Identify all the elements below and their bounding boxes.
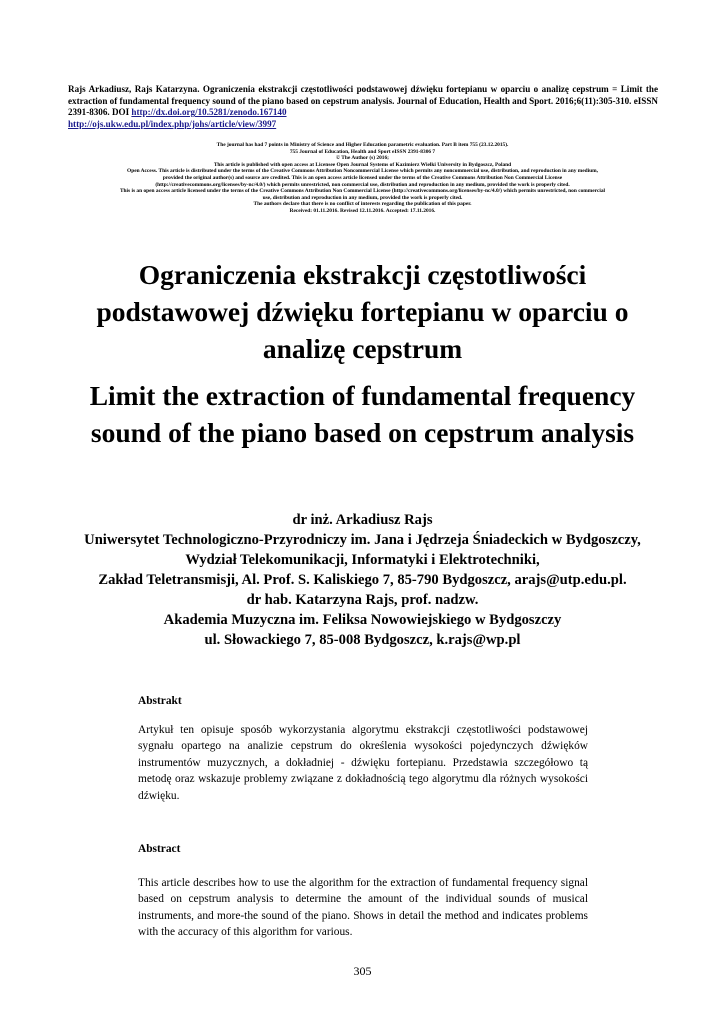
doi-link[interactable]: http://dx.doi.org/10.5281/zenodo.167140 <box>131 107 287 118</box>
notice-line: The authors declare that there is no conflict of interests regarding the publication of this paper. <box>253 201 472 208</box>
notice-line: (http://creativecommons.org/licenses/by-nc/4.0/) which permits unrestricted, non commercial use, distribution and reproduction in any medium, provided the work is properly cited. <box>155 181 570 188</box>
abstract-text: This article describes how to use the algorithm for the extraction of fundamental frequency signal based on cepstrum analysis to determine the amount of the individual sounds of musical instruments, and more-the sound of the piano. Shows in detail the method and indicates problems with the accuracy of this algorithm for various. <box>138 877 588 939</box>
author-block-2 <box>40 590 685 650</box>
notice-line: Received: 01.11.2016. Revised 12.11.2016. Accepted: 17.11.2016. <box>289 207 436 214</box>
affiliation-line: Akademia Muzyczna im. Feliksa Nowowiejskiego w Bydgoszczy <box>163 612 562 628</box>
title-polish <box>40 256 685 367</box>
title-line: podstawowej dźwięku fortepianu w oparciu o <box>96 296 629 327</box>
abstract-heading: Abstract <box>138 843 181 855</box>
title-line: analizę cepstrum <box>262 333 463 364</box>
abstrakt-text: Artykuł ten opisuje sposób wykorzystania algorytmu ekstrakcji częstotliwości podstawowej sygnału opartego na analizie cepstrum do określenia wysokości pojedynczych dźwięków instrumentów muzycznych, a dokładniej - dźwięku fortepianu. Przedstawia szczegółowo tą metodę oraz wskazuje problemy związane z dokładnością tego algorytmu dla różnych wysokości dźwięku. <box>138 724 588 802</box>
notice-line: 755 Journal of Education, Health and Sport eISSN 2391-8306 7 <box>289 148 436 155</box>
notice-line: © The Author (s) 2016; <box>336 155 389 162</box>
notice-line: This article is published with open access at Licensee Open Journal Systems of Kazimierz Wielki University in Bydgoszcz, Poland <box>213 161 512 168</box>
citation-text: Rajs Arkadiusz, Rajs Katarzyna. Ograniczenia ekstrakcji częstotliwości podstawowej dźwięku fortepianu w oparciu o analizę cepstrum = Limit the extraction of fundamental frequency sound of the piano based on cepstrum analysis. Journal of Education, Health and Sport. 2016;6(11):305-310. eISSN 2391-8306. DOI <box>68 84 658 118</box>
author-name: dr hab. Katarzyna Rajs, prof. nadzw. <box>246 592 479 608</box>
title-line: Limit the extraction of fundamental frequency <box>89 380 636 411</box>
abstrakt-heading: Abstrakt <box>138 695 182 707</box>
author-name: dr inż. Arkadiusz Rajs <box>292 512 433 528</box>
page-number: 305 <box>353 964 372 978</box>
notice-line: use, distribution and reproduction in any medium, provided the work is properly cited. <box>262 194 463 201</box>
author-block-1 <box>40 510 685 590</box>
notice-line: provided the original author(s) and source are credited. This is an open access article licensed under the terms of the Creative Commons Attribution Non Commercial License <box>162 174 563 181</box>
affiliation-line: ul. Słowackiego 7, 85-008 Bydgoszcz, k.rajs@wp.pl <box>204 632 521 648</box>
notice-line: Open Access. This article is distributed under the terms of the Creative Commons Attribution Noncommercial License which permits any noncommercial use, distribution, and reproduction in any medium, <box>127 168 598 175</box>
affiliation-line: Uniwersytet Technologiczno-Przyrodniczy im. Jana i Jędrzeja Śniadeckich w Bydgoszczy, <box>84 532 641 548</box>
affiliation-line: Wydział Telekomunikacji, Informatyki i Elektrotechniki, <box>185 552 540 568</box>
title-line: sound of the piano based on cepstrum analysis <box>90 417 635 448</box>
affiliation-line: Zakład Teletransmisji, Al. Prof. S. Kaliskiego 7, 85-790 Bydgoszcz, arajs@utp.edu.pl. <box>98 572 627 588</box>
license-notice <box>60 142 665 215</box>
notice-line: This is an open access article licensed under the terms of the Creative Commons Attribution Non Commercial License (http://creativecommons.org/licenses/by-nc/4.0/) which permits unrestricted, non commercial <box>119 188 606 195</box>
notice-line: The journal has had 7 points in Ministry of Science and Higher Education parametric evaluation. Part B item 755 (23.12.2015). <box>216 142 509 148</box>
article-url-link[interactable]: http://ojs.ukw.edu.pl/index.php/johs/article/view/3997 <box>68 118 277 129</box>
citation-block <box>68 84 658 130</box>
title-line: Ograniczenia ekstrakcji częstotliwości <box>138 259 587 290</box>
title-english <box>40 377 685 451</box>
